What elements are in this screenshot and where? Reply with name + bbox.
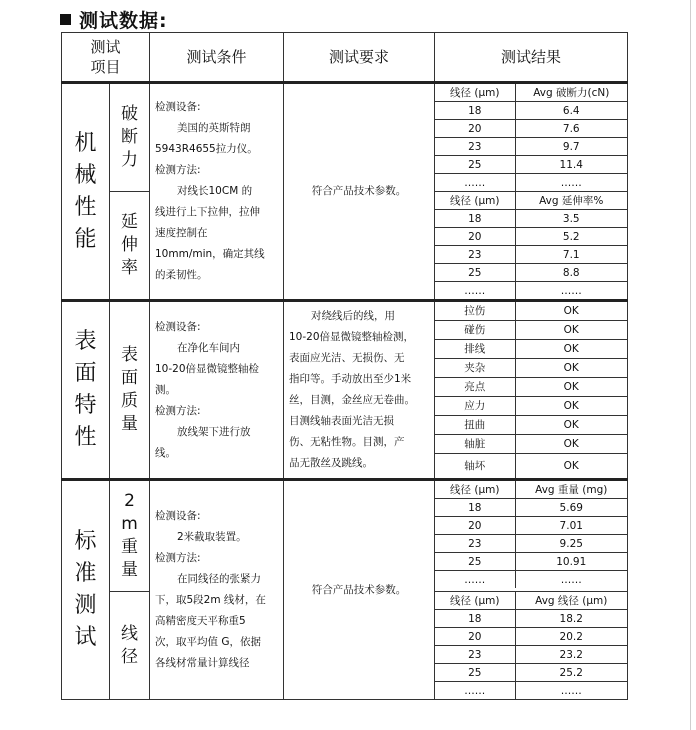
table-row: 25 11.4 — [435, 156, 627, 174]
standard-row-1 — [62, 480, 628, 592]
condition-mechanical: 检测设备: 美国的英斯特朗 5943R4655拉力仪。 检测方法: 对线长10CM 的 线进行上下拉伸，拉伸 速度控制在 10mm/min，确定其线 的柔韧性。 — [150, 83, 284, 301]
requirement-mechanical: 符合产品技术参数。 — [284, 83, 435, 301]
diameter-table — [435, 592, 627, 699]
header-requirement: 测试要求 — [284, 33, 435, 83]
table-row: 25 10.91 — [435, 553, 627, 571]
sub-breaking-force: 破断力 — [110, 83, 150, 192]
table-row: 25 25.2 — [435, 664, 627, 682]
table-row: 18 5.69 — [435, 499, 627, 517]
table-row: …… …… — [435, 174, 627, 192]
result-elongation — [435, 192, 628, 301]
table-row: 18 6.4 — [435, 102, 627, 120]
table-row: 23 9.25 — [435, 535, 627, 553]
mechanical-row-1 — [62, 83, 628, 192]
table-row: 轴脏 OK — [435, 435, 627, 454]
table-header-row: 线径 (μm) Avg 线径 (μm) — [435, 592, 627, 610]
table-row: 20 5.2 — [435, 228, 627, 246]
table-row: 排线 OK — [435, 340, 627, 359]
sub-surface-quality: 表面质量 — [110, 301, 150, 480]
table-row: 20 7.6 — [435, 120, 627, 138]
result-diameter — [435, 592, 628, 700]
table-row: 碰伤 OK — [435, 321, 627, 340]
section-heading-text: 测试数据: — [79, 10, 168, 32]
table-row: 轴坏 OK — [435, 454, 627, 479]
sub-elongation: 延伸率 — [110, 192, 150, 301]
condition-surface: 检测设备: 在净化车间内 10-20倍显微镜整轴检 测。 检测方法: 放线架下进行放 线。 — [150, 301, 284, 480]
result-surface — [435, 301, 628, 480]
weight-table — [435, 481, 627, 588]
table-row: 拉伤 OK — [435, 302, 627, 321]
surface-row — [62, 301, 628, 480]
table-row: …… …… — [435, 682, 627, 700]
table-row: 23 9.7 — [435, 138, 627, 156]
elongation-table — [435, 192, 627, 299]
table-row: 20 7.01 — [435, 517, 627, 535]
requirement-standard: 符合产品技术参数。 — [284, 480, 435, 700]
header-row — [62, 33, 628, 83]
table-row: 亮点 OK — [435, 378, 627, 397]
table-row: …… …… — [435, 282, 627, 300]
table-header-row: 线径 (μm) Avg 重量 (mg) — [435, 481, 627, 499]
sub-diameter: 线径 — [110, 592, 150, 700]
table-row: …… …… — [435, 571, 627, 589]
sub-2m-weight: 2m重量 — [110, 480, 150, 592]
page-edge-line — [690, 0, 691, 730]
category-standard: 标准测试 — [62, 480, 110, 700]
result-2m-weight — [435, 480, 628, 592]
header-item: 测试项目 — [62, 33, 150, 83]
table-row: 23 7.1 — [435, 246, 627, 264]
requirement-surface: 对绕线后的线，用 10-20倍显微镜整轴检测， 表面应光洁、无损伤、无 指印等。手动放出至少1米 丝，目测，金丝应无卷曲。 目测线轴表面光洁无损 伤、无粘性物。目测，产 品无散丝及跳线。 — [284, 301, 435, 480]
header-result: 测试结果 — [435, 33, 628, 83]
table-header-row: 线径 (μm) Avg 破断力(cN) — [435, 84, 627, 102]
table-row: 23 23.2 — [435, 646, 627, 664]
condition-standard: 检测设备: 2米截取装置。 检测方法: 在同线径的张紧力 下，取5段2m 线材，在 高精密度天平称重5 次，取平均值 G，依据 各线材常量计算线径 — [150, 480, 284, 700]
table-row: 夹杂 OK — [435, 359, 627, 378]
table-header-row: 线径 (μm) Avg 延伸率% — [435, 192, 627, 210]
table-row: 应力 OK — [435, 397, 627, 416]
result-breaking-force — [435, 83, 628, 192]
table-row: 18 18.2 — [435, 610, 627, 628]
surface-table — [435, 302, 627, 478]
table-row: 扭曲 OK — [435, 416, 627, 435]
category-mechanical: 机械性能 — [62, 83, 110, 301]
square-bullet-icon — [60, 14, 71, 25]
header-condition: 测试条件 — [150, 33, 284, 83]
breaking-force-table — [435, 84, 627, 191]
category-surface: 表面特性 — [62, 301, 110, 480]
section-heading — [60, 6, 168, 33]
table-row: 25 8.8 — [435, 264, 627, 282]
table-row: 20 20.2 — [435, 628, 627, 646]
test-data-table — [61, 32, 628, 700]
table-row: 18 3.5 — [435, 210, 627, 228]
